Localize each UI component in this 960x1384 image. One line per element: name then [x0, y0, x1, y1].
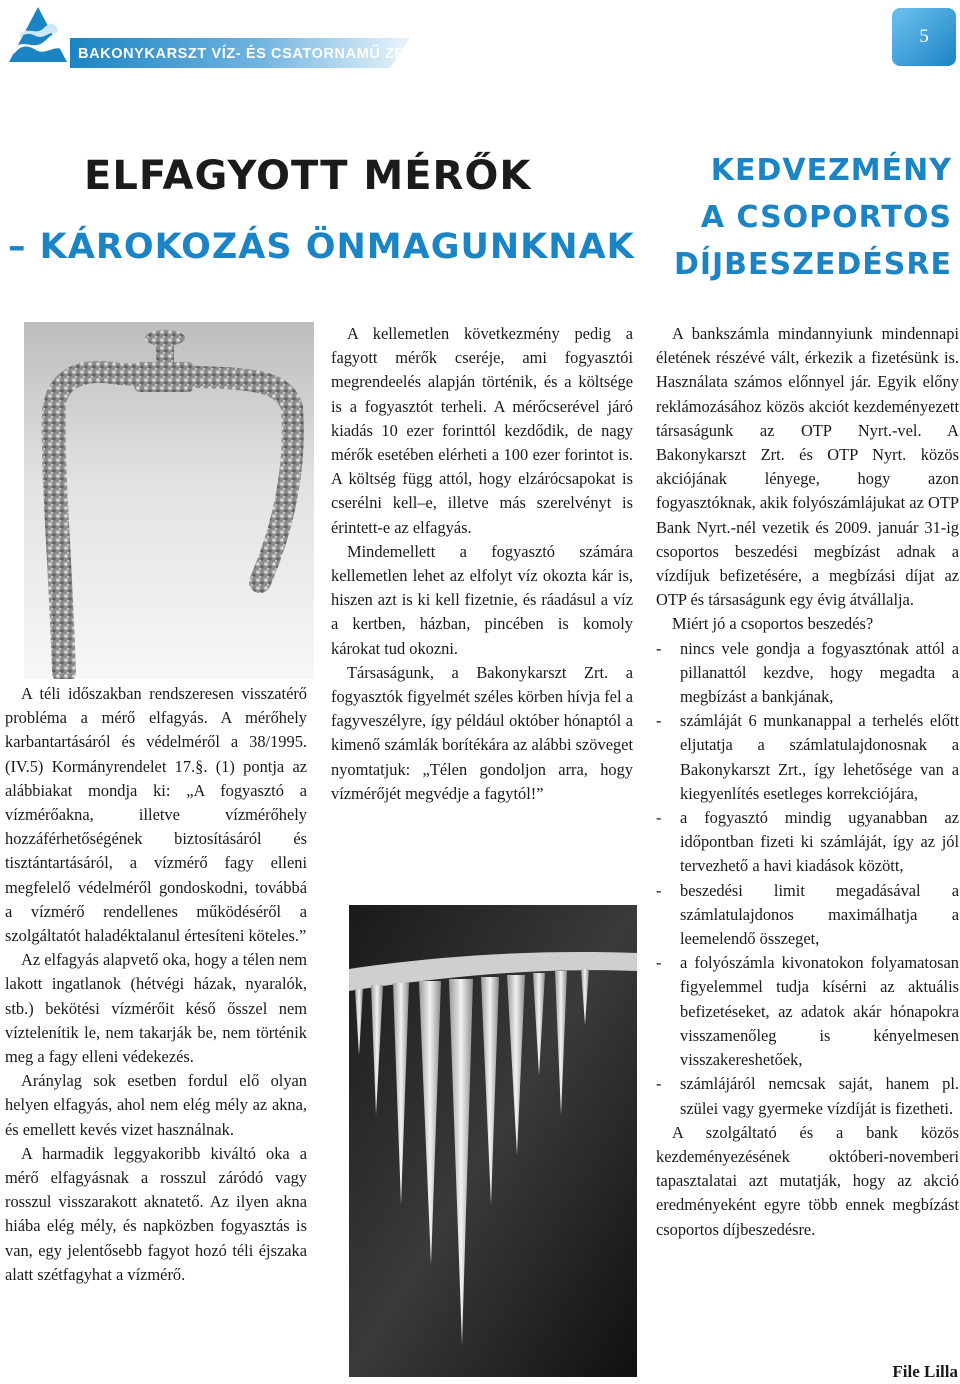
headline-frozen-meters: ELFAGYOTT MÉRŐK	[84, 153, 532, 199]
paragraph: A bankszámla mindannyiunk mindennapi életének részévé vált, érkezik a fizetésünk is. Használata számos előnnyel jár. Egyik előny reklámozásához közös akciót kezdeményezett társaságunk az OTP Nyrt.-vel. A Bakonykarszt Zrt. és OTP Nyrt. közös akciójának lényege, hogy azon fogyasztóknak, akik folyószámlájukat az OTP Bank Nyrt.-nél vezetik és 2009. január 31-ig csoportos beszedési megbízást adnak a vízdíjuk befizetésére, a megbízási díjat az OTP és társaságunk egy évig átvállalja.	[656, 324, 959, 610]
benefits-list	[656, 637, 959, 1121]
paragraph: Az elfagyás alapvető oka, hogy a télen nem lakott ingatlanok (hétvégi házak, nyaralók, stb.) bekötési vízmérőit késő ősszel nem víztelenítik le, nem takarják be, nem történik meg a fagy elleni védekezés.	[5, 950, 307, 1067]
headline-discount-line3: DÍJBESZEDÉSRE	[673, 247, 952, 282]
header-bar	[0, 0, 960, 72]
list-item: - számlájáról nemcsak saját, hanem pl. szülei vagy gyermeke vízdíját is fizetheti.	[656, 1072, 959, 1120]
paragraph: A harmadik leggyakoribb kiváltó oka a mérő elfagyásnak a rosszul záródó vagy rosszul visszarakott aknatető. Az ilyen akna hiába elég mély, és napközben fogyasztás is van, egy jelentősebb fagyot hozó téli éjszaka alatt szétfagyhat a vízmérő.	[5, 1143, 307, 1284]
question-line: Miért jó a csoportos beszedés?	[672, 614, 874, 634]
list-item: - nincs vele gondja a fogyasztónak attól a pillanattól kezdve, hogy megadta a megbízást a bankjának,	[656, 637, 959, 710]
paragraph: Társaságunk, a Bakonykarszt Zrt. a fogyasztók figyelmét széles körben hívja fel a fagyveszélyre, így például október hónaptól a kimenő számlák borítékára az alábbi szöveget nyomtatjuk: „Télen gondoljon arra, hogy vízmérőjét megvédje a fagytól!”	[331, 662, 633, 803]
article-column-2	[331, 322, 633, 806]
paragraph: A téli időszakban rendszeresen visszatérő probléma a mérő elfagyás. A mérőhely karbantartásáról és védelméről a 38/1995. (IV.5) Kormányrendelet 17.§. (1) pontja az alábbiakat mondja ki: „A fogyasztó a vízmérőakna, illetve vízmérőhely hozzáférhetőségének biztosításáról és tisztántartásáról, a vízmérő fagy elleni megfelelő védelméről gondoskodni, továbbá a vízmérő rendellenes működéséről a szolgáltatót haladéktalanul értesíteni köteles.”	[5, 684, 307, 946]
article-column-1	[5, 682, 307, 1287]
water-wave-logo-icon	[6, 4, 70, 66]
company-name: BAKONYKARSZT VÍZ- ÉS CSATORNAMŰ ZRT.	[78, 46, 419, 62]
list-item: - a fogyasztó mindig ugyanabban az időpontban fizeti ki számláját, így az jól tervezhető a havi kiadások között,	[656, 806, 959, 879]
paragraph: Mindemellett a fogyasztó számára kellemetlen lehet az elfolyt víz okozta kár is, hiszen azt is ki kell fizetnie, és ráadásul a víz a kertben, házban, pincében is komoly károkat tud okozni.	[331, 541, 633, 658]
headline-damage-subtitle: – KÁROKOZÁS ÖNMAGUNKNAK	[8, 227, 635, 267]
paragraph: A szolgáltató és a bank közös kezdeményezésének októberi-novemberi tapasztalatai azt mutatják, hogy az akció eredményeként egyre több ennek megbízást csoportos díjbeszedésre.	[656, 1122, 959, 1239]
icicles-photo	[349, 905, 637, 1377]
frozen-water-pipe-photo	[24, 322, 314, 679]
page-number: 5	[919, 26, 929, 47]
paragraph: A kellemetlen következmény pedig a fagyott mérők cseréje, ami fogyasztói megrendeelés alapján történik, és a költsége is a fogyasztót terheli. A mérőcserével járó kiadás 10 ezer forinttól kezdődik, de nagy mérők esetében elérheti a 100 ezer forintot is. A költség függ attól, hogy elzárócsapokat is cserélni kell–e, illetve más szerelvényt is érintett-e az elfagyás.	[331, 324, 633, 537]
article-column-3	[656, 322, 959, 1242]
paragraph: Aránylag sok esetben fordul elő olyan helyen elfagyás, ahol nem elég mély az akna, és emellett kevés vizet használnak.	[5, 1071, 307, 1139]
headline-discount-line1: KEDVEZMÉNY	[710, 153, 952, 188]
list-item: - számláját 6 munkanappal a terhelés előtt eljutatja a számlatulajdonosnak a Bakonykarszt Zrt., így lehetősége van a kiegyenlítés esetleges korrekciójára,	[656, 709, 959, 806]
headline-discount-line2: A CSOPORTOS	[700, 200, 952, 235]
list-item: - beszedési limit megadásával a számlatulajdonos maximálhatja a leemelendő összeget,	[656, 879, 959, 952]
author-name: File Lilla	[892, 1362, 958, 1381]
list-item: - a folyószámla kivonatokon folyamatosan figyelemmel tudja kísérni az aktuális befizetéseket, az adatok akár hónapokra visszamenőleg is kényelmesen visszakereshetőek,	[656, 951, 959, 1072]
